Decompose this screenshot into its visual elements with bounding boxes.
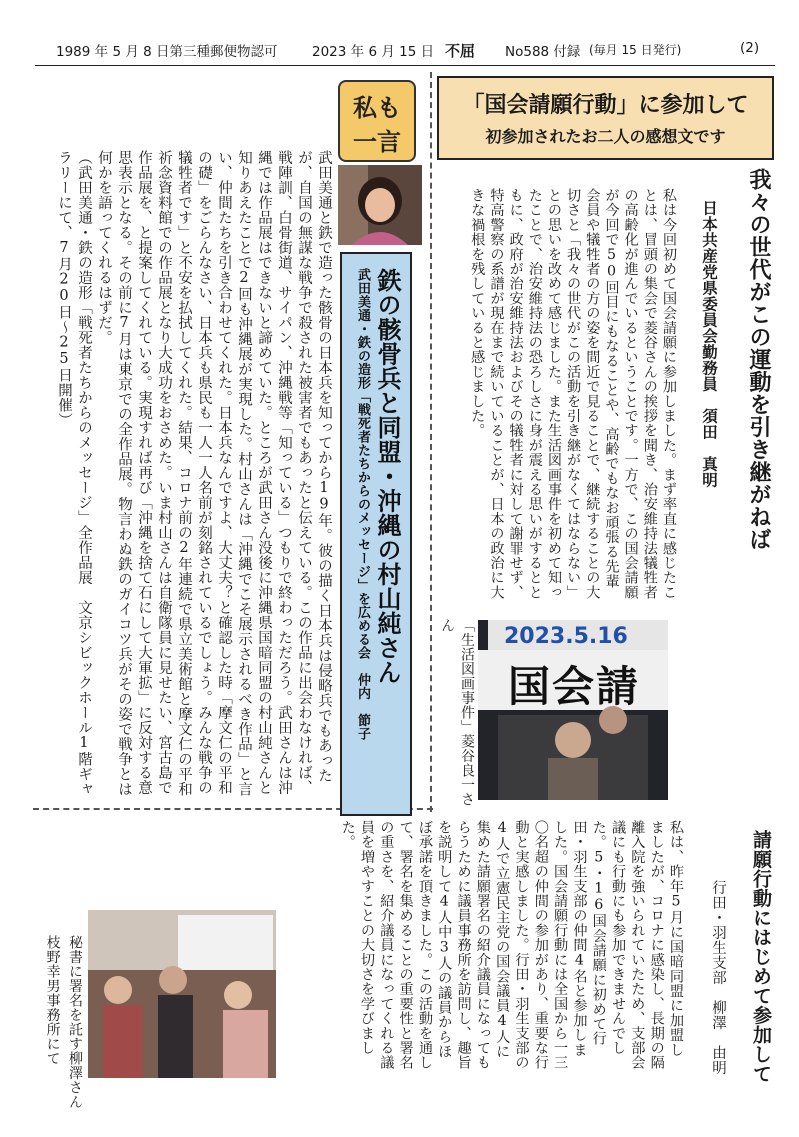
page-number: (2) xyxy=(740,40,760,56)
photo1-banner-date: 2023.5.16 xyxy=(504,624,628,649)
photo2-caption: 秘書に署名を託す柳澤さん 枝野幸男事務所にて xyxy=(44,935,83,1124)
badge-line1: 私も xyxy=(353,93,401,122)
permit-text: 1989 年 5 月 8 日第三種郵便物認可 xyxy=(56,44,278,60)
left-paragraph-2: （武田美通・鉄の造形「戦死者たちからのメッセージ」全作品展 文京シビックホール1階ギャラリーにて、7月20日～25日開催） xyxy=(56,150,92,797)
author-photo xyxy=(338,165,422,245)
petition-banner xyxy=(437,76,774,160)
banner-title: 「国会請願行動」に参加して xyxy=(462,93,749,118)
header-rule xyxy=(35,65,775,66)
article1-title: 我々の世代がこの運動を引き継がねば xyxy=(746,168,771,551)
center-divider xyxy=(430,72,432,812)
left-article-title: 鉄の骸骨兵と同盟・沖縄の村山純さん xyxy=(373,268,401,685)
office-photo xyxy=(88,910,276,1078)
column-badge xyxy=(338,80,416,162)
left-article-subtitle: 武田美通・鉄の造形「戦死者たちからのメッセージ」を広める会 仲内 節子 xyxy=(355,268,370,741)
banner-subtitle: 初参加されたお二人の感想文です xyxy=(485,127,726,146)
page-header xyxy=(0,40,799,62)
issue-number: No588 付録 xyxy=(505,44,581,60)
portrait-image xyxy=(338,165,422,245)
left-article-body xyxy=(44,150,334,800)
article2-body: 私は、昨年5月に国暗同盟に加盟しましたが、コロナに感染し、長期の隔離入院を強いられていたため、支部会議にも行動にも参加できませんでした。5・16国会請願に初めて行田・羽生支部の仲間4名と参加しました。国会請願行動には全国から一三〇名超の仲間の参加があり、重要な行動と実感しました。行田・羽生支部の4人で立憲民主党の国会議員4人に集めた請願署名の紹介議員になってもらうために議員事務所を訪問し、趣旨を説明して4人中3人の議員からほぼ承諾を頂きました。この活動を通して、署名を集めることの重要性と署名の重さを、紹介議員になってくれる議員を増やすことの大切さを学びました。 xyxy=(339,820,684,1070)
article1-body: 私は今回初めて国会請願に参加しました。まず率直に感じたことは、冒頭の集会で菱谷さんの挨拶を聞き、治安維持法犠牲者の高齢化が進んでいるということです。一方で、この国会請願が今回で50回目にもなることや、高齢でもなお頑張る先輩会員や犠牲者の方の姿を間近で見ることで、継続することの大切さと「我々の世代がこの活動を引き継がなくてはならない」との思いを改めて感じました。また生活図画事件を初めて知ったことで、治安維持法の恐ろしさに身が震える思いがするとともに、政府が治安維持法およびその犠牲者に対して謝罪せず、特高警察の系譜が現在まで続いていることが、日本の政治に大きな禍根を残していると感じました。 xyxy=(469,188,677,600)
article2-title: 請願行動にはじめて参加して xyxy=(750,830,772,1084)
petition-photo xyxy=(478,620,668,800)
article2-author: 行田・羽生支部 柳澤 由明 xyxy=(710,880,726,1075)
frequency: (毎月 15 日発行) xyxy=(589,43,682,57)
photo1-banner-text: 国会請 xyxy=(508,662,641,711)
article-title-band xyxy=(340,252,412,816)
article1-author: 日本共産党県委員会勤務員 須田 真明 xyxy=(700,200,719,488)
photo1-caption: 「生活図画事件」菱谷良一さん xyxy=(439,618,475,807)
badge-line2: 一言 xyxy=(353,127,401,156)
office-photo-image xyxy=(88,910,276,1078)
issue-date: 2023 年 6 月 15 日 xyxy=(312,44,435,60)
paper-name: 不屈 xyxy=(445,42,476,60)
left-paragraph-1: 武田美通と鉄で造った骸骨の日本兵を知ってから19年。彼の描く日本兵は侵略兵でもあったが、自国の無謀な戦争で殺された被害者でもあったと伝えている。この作品に出会わなければ、戦陣訓、白骨街道、サイパン、沖縄戦等「知っている」つもりで終わっただろう。武田さんは沖縄では作品展はできないと諦めていた。ところが武田さん没後に沖縄県国暗同盟の村山純さんと知りあえたことで2回も沖縄展が実現した。村山さんは「沖縄でこそ展示されるべき作品」と言い、仲間たちを引き合わせてくれた。日本兵なんですよ、大丈夫？と確認した時「摩文仁の平和の礎」をごらんなさい、日本兵も県民も一人一人名前が刻銘されているでしょう。みんな戦争の犠牲者です」と不安を払拭してくれた。結果、コロナ前の2年連続で県立美術館と摩文仁の平和祈念資料館での作品展となり大成功をおさめた。いま村山さんは自衛隊員に見せたい、宮古島で作品展を、と提案してくれている。実現すれば再び「沖縄を捨て石にして大軍拡」に反対する意思表示となる。その前に7月は東京での全作品展。物言わぬ鉄のガイコツ兵がその姿で戦争とは何かを語ってくれるはずだ。 xyxy=(96,150,332,797)
